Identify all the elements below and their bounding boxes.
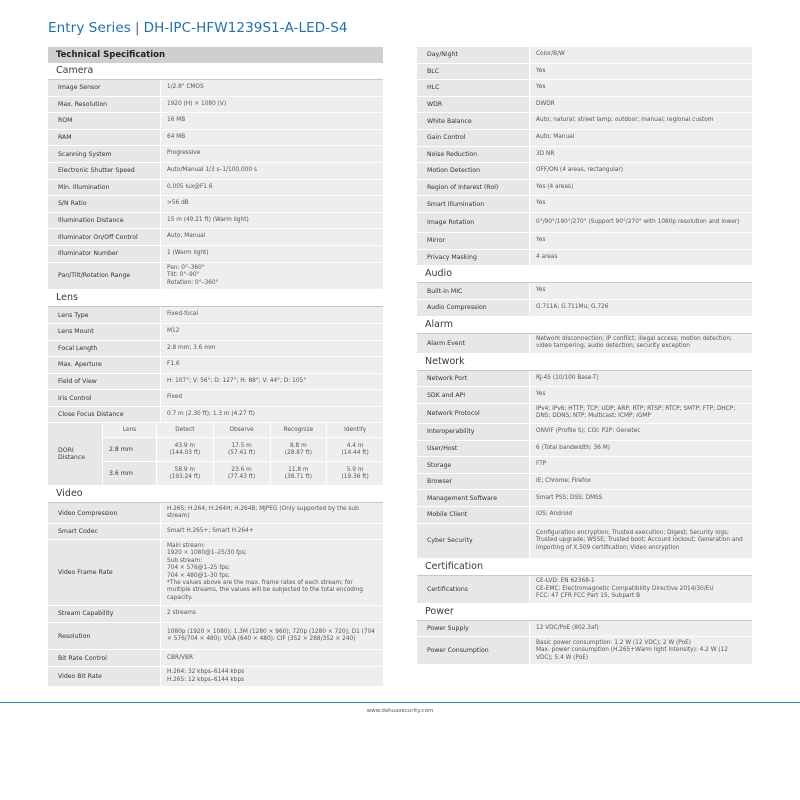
model-title: DH-IPC-HFW1239S1-A-LED-S4 bbox=[143, 20, 348, 36]
spec-row bbox=[417, 474, 752, 491]
spec-value: Smart PSS; DSS; DMSS bbox=[530, 490, 752, 506]
spec-value: 0°/90°/180°/270° (Support 90°/270° with 1080p resolution and lower) bbox=[530, 213, 752, 232]
dori-value: 17.5 m (57.41 ft) bbox=[214, 438, 270, 461]
spec-value: Configuration encryption; Trusted execution; Digest; Security logs; Trusted upgrade; WSSE; Trusted boot; Account lockout; Generation and importing of X.509 certification; Video encryption bbox=[530, 524, 752, 558]
spec-row bbox=[417, 283, 752, 300]
spec-label: Motion Detection bbox=[417, 163, 529, 179]
spec-value: Yes bbox=[530, 283, 752, 299]
spec-label: Cyber Security bbox=[417, 524, 529, 558]
spec-label: Interoperability bbox=[417, 424, 529, 440]
spec-label: Max. Resolution bbox=[48, 97, 160, 113]
spec-row bbox=[48, 650, 383, 667]
spec-label: Bit Rate Control bbox=[48, 650, 160, 666]
dori-lens: 3.6 mm bbox=[103, 462, 156, 485]
spec-label: BLC bbox=[417, 64, 529, 80]
dori-value: 23.6 m (77.43 ft) bbox=[214, 462, 270, 485]
spec-label: Field of View bbox=[48, 374, 160, 390]
spec-value: 2.8 mm; 3.6 mm bbox=[161, 341, 383, 357]
spec-row bbox=[48, 540, 383, 606]
spec-title-bar: Technical Specification bbox=[48, 47, 383, 63]
spec-label: HLC bbox=[417, 80, 529, 96]
spec-label: S/N Ratio bbox=[48, 196, 160, 212]
spec-row bbox=[417, 334, 752, 354]
spec-label: Pan/Tilt/Rotation Range bbox=[48, 263, 160, 290]
spec-value: H: 107°; V: 56°; D: 127°; H: 88°; V: 44°; D: 105° bbox=[161, 374, 383, 390]
dori-value: 11.8 m (38.71 ft) bbox=[271, 462, 327, 485]
spec-row bbox=[48, 374, 383, 391]
spec-label: Mobile Client bbox=[417, 507, 529, 523]
spec-label: Image Sensor bbox=[48, 80, 160, 96]
spec-label: Lens Type bbox=[48, 307, 160, 323]
footer-rule bbox=[0, 702, 800, 703]
spec-value: Fixed bbox=[161, 390, 383, 406]
spec-row bbox=[417, 457, 752, 474]
spec-row bbox=[417, 637, 752, 665]
spec-value: 1080p (1920 × 1080); 1.3M (1280 × 960); 720p (1280 × 720); D1 (704 × 576/704 × 480); VGA (640 × 480); CIF (352 × 288/352 × 240) bbox=[161, 623, 383, 650]
spec-value: 0.7 m (2.30 ft); 1.3 m (4.27 ft) bbox=[161, 407, 383, 423]
spec-label: Gain Control bbox=[417, 130, 529, 146]
spec-row bbox=[48, 390, 383, 407]
dori-value: 58.9 m (193.24 ft) bbox=[157, 462, 213, 485]
spec-label: Storage bbox=[417, 457, 529, 473]
spec-value: Auto; Manual bbox=[530, 130, 752, 146]
spec-row bbox=[48, 163, 383, 180]
dori-header: Observe bbox=[214, 423, 270, 437]
spec-label: Audio Compression bbox=[417, 300, 529, 316]
section-heading: Network bbox=[417, 354, 752, 371]
spec-value: >56 dB bbox=[161, 196, 383, 212]
spec-label: Video Compression bbox=[48, 503, 160, 522]
spec-value: iOS; Android bbox=[530, 507, 752, 523]
section-heading: Certification bbox=[417, 559, 752, 576]
spec-label: SDK and API bbox=[417, 387, 529, 403]
spec-value: 15 m (49.21 ft) (Warm light) bbox=[161, 213, 383, 229]
spec-value: IPv4; IPv6; HTTP; TCP; UDP; ARP; RTP; RTSP; RTCP; SMTP; FTP; DHCP; DNS; DDNS; NTP; Multicast; ICMP; IGMP bbox=[530, 404, 752, 423]
spec-label: Min. Illumination bbox=[48, 180, 160, 196]
spec-row bbox=[48, 307, 383, 324]
dori-value: 8.8 m (28.87 ft) bbox=[271, 438, 327, 461]
spec-row bbox=[48, 623, 383, 651]
spec-row bbox=[48, 180, 383, 197]
spec-value: IE; Chrome; Firefox bbox=[530, 474, 752, 490]
section-heading: Alarm bbox=[417, 317, 752, 334]
spec-label: Day/Night bbox=[417, 47, 529, 63]
spec-value: Smart H.265+; Smart H.264+ bbox=[161, 524, 383, 540]
spec-value: Progressive bbox=[161, 146, 383, 162]
spec-label: Privacy Masking bbox=[417, 250, 529, 266]
spec-label: Lens Mount bbox=[48, 324, 160, 340]
spec-label: Illumination Distance bbox=[48, 213, 160, 229]
spec-value: RJ-45 (10/100 Base-T) bbox=[530, 371, 752, 387]
spec-label: Focal Length bbox=[48, 341, 160, 357]
footer-url: www.dahuasecurity.com bbox=[366, 708, 434, 714]
header-separator: | bbox=[134, 20, 140, 36]
spec-value: G.711A; G.711Mu; G.726 bbox=[530, 300, 752, 316]
spec-row bbox=[417, 576, 752, 604]
spec-value: H.265; H.264; H.264H; H.264B; MJPEG (Only supported by the sub stream) bbox=[161, 503, 383, 522]
spec-value: Basic power consumption: 1.2 W (12 VDC); 2 W (PoE) Max. power consumption (H.265+Warm light intensity): 4.2 W (12 VDC); 5.4 W (PoE) bbox=[530, 637, 752, 664]
spec-label: White Balance bbox=[417, 113, 529, 129]
spec-value: Network disconnection; IP conflict; illegal access; motion detection; video tampering; audio detection; security exception bbox=[530, 334, 752, 353]
right-spec-column bbox=[417, 47, 752, 665]
spec-row bbox=[48, 213, 383, 230]
section-heading: Audio bbox=[417, 266, 752, 283]
spec-value: 2 streams bbox=[161, 606, 383, 622]
dori-value: 43.9 m (144.03 ft) bbox=[157, 438, 213, 461]
spec-value: OFF/ON (4 areas, rectangular) bbox=[530, 163, 752, 179]
dori-value: 4.4 m (14.44 ft) bbox=[327, 438, 383, 461]
spec-row bbox=[417, 147, 752, 164]
series-title: Entry Series bbox=[48, 20, 131, 36]
spec-row bbox=[417, 233, 752, 250]
spec-label: Certifications bbox=[417, 576, 529, 603]
spec-row bbox=[48, 130, 383, 147]
spec-value: 0.005 lux@F1.6 bbox=[161, 180, 383, 196]
spec-row bbox=[417, 64, 752, 81]
spec-row bbox=[48, 97, 383, 114]
spec-value: Fixed-focal bbox=[161, 307, 383, 323]
spec-value: FTP bbox=[530, 457, 752, 473]
section-heading: Camera bbox=[48, 63, 383, 80]
spec-label: Browser bbox=[417, 474, 529, 490]
dori-lens: 2.8 mm bbox=[103, 438, 156, 461]
spec-row bbox=[417, 490, 752, 507]
spec-value: Yes bbox=[530, 387, 752, 403]
spec-value: 3D NR bbox=[530, 147, 752, 163]
spec-row bbox=[417, 180, 752, 197]
spec-row bbox=[417, 524, 752, 559]
spec-label: Resolution bbox=[48, 623, 160, 650]
spec-label: ROM bbox=[48, 113, 160, 129]
spec-label: RAM bbox=[48, 130, 160, 146]
spec-row bbox=[417, 196, 752, 213]
section-heading: Video bbox=[48, 486, 383, 503]
spec-row bbox=[417, 213, 752, 233]
spec-row bbox=[417, 387, 752, 404]
spec-label: Alarm Event bbox=[417, 334, 529, 353]
spec-value: Yes bbox=[530, 233, 752, 249]
spec-value: 1 (Warm light) bbox=[161, 246, 383, 262]
spec-value: 6 (Total bandwidth: 36 M) bbox=[530, 441, 752, 457]
spec-value: Yes bbox=[530, 64, 752, 80]
dori-table bbox=[48, 423, 383, 486]
left-spec-column bbox=[48, 47, 383, 687]
spec-row bbox=[48, 606, 383, 623]
spec-label: Illuminator Number bbox=[48, 246, 160, 262]
spec-row bbox=[48, 196, 383, 213]
spec-label: Mirror bbox=[417, 233, 529, 249]
spec-label: Illuminator On/Off Control bbox=[48, 229, 160, 245]
spec-row bbox=[48, 407, 383, 424]
spec-value: Color/B/W bbox=[530, 47, 752, 63]
spec-label: Iris Control bbox=[48, 390, 160, 406]
spec-value: F1.6 bbox=[161, 357, 383, 373]
spec-value: Auto; natural; street lamp; outdoor; manual; regional custom bbox=[530, 113, 752, 129]
document-header bbox=[48, 20, 348, 36]
spec-label: Power Consumption bbox=[417, 637, 529, 664]
spec-label: Video Frame Rate bbox=[48, 540, 160, 605]
spec-label: Electronic Shutter Speed bbox=[48, 163, 160, 179]
spec-value: M12 bbox=[161, 324, 383, 340]
spec-value: 16 MB bbox=[161, 113, 383, 129]
spec-label: Noise Reduction bbox=[417, 147, 529, 163]
spec-row bbox=[417, 97, 752, 114]
spec-row bbox=[417, 163, 752, 180]
dori-value: 5.9 m (19.36 ft) bbox=[327, 462, 383, 485]
spec-label: Stream Capability bbox=[48, 606, 160, 622]
spec-row bbox=[417, 47, 752, 64]
spec-label: Network Protocol bbox=[417, 404, 529, 423]
spec-label: Close Focus Distance bbox=[48, 407, 160, 423]
spec-row bbox=[48, 524, 383, 541]
spec-row bbox=[417, 404, 752, 424]
spec-row bbox=[48, 146, 383, 163]
spec-row bbox=[48, 263, 383, 291]
spec-value: Yes (4 areas) bbox=[530, 180, 752, 196]
dori-header: Detect bbox=[157, 423, 213, 437]
spec-value: Auto/Manual 1/3 s–1/100,000 s bbox=[161, 163, 383, 179]
spec-row bbox=[48, 341, 383, 358]
spec-value: ONVIF (Profile S); CGI; P2P; Genetec bbox=[530, 424, 752, 440]
spec-row bbox=[417, 507, 752, 524]
spec-value: H.264: 32 kbps–6144 kbps H.265: 12 kbps–6144 kbps bbox=[161, 667, 383, 686]
spec-row bbox=[417, 441, 752, 458]
spec-value: 4 areas bbox=[530, 250, 752, 266]
spec-row bbox=[417, 113, 752, 130]
spec-value: Yes bbox=[530, 196, 752, 212]
spec-label: Region of Interest (RoI) bbox=[417, 180, 529, 196]
spec-row bbox=[417, 300, 752, 317]
section-heading: Lens bbox=[48, 290, 383, 307]
spec-row bbox=[48, 80, 383, 97]
spec-row bbox=[48, 667, 383, 687]
spec-row bbox=[417, 130, 752, 147]
dori-header: Recognize bbox=[271, 423, 327, 437]
spec-row bbox=[417, 80, 752, 97]
spec-row bbox=[48, 246, 383, 263]
section-heading: Power bbox=[417, 604, 752, 621]
spec-row bbox=[48, 357, 383, 374]
spec-label: Built-in MIC bbox=[417, 283, 529, 299]
spec-value: 1920 (H) × 1080 (V) bbox=[161, 97, 383, 113]
spec-label: User/Host bbox=[417, 441, 529, 457]
spec-row bbox=[417, 621, 752, 638]
spec-value: 12 VDC/PoE (802.3af) bbox=[530, 621, 752, 637]
spec-value: DWDR bbox=[530, 97, 752, 113]
spec-row bbox=[48, 113, 383, 130]
dori-label: DORI Distance bbox=[48, 423, 102, 485]
spec-label: Smart Illumination bbox=[417, 196, 529, 212]
dori-header: Identify bbox=[327, 423, 383, 437]
spec-label: Max. Aperture bbox=[48, 357, 160, 373]
spec-label: Power Supply bbox=[417, 621, 529, 637]
spec-value: CE-LVD: EN 62368-1 CE-EMC: Electromagnetic Compatibility Directive 2014/30/EU FCC: 47 CFR FCC Part 15, Subpart B bbox=[530, 576, 752, 603]
spec-label: WDR bbox=[417, 97, 529, 113]
spec-row bbox=[48, 229, 383, 246]
spec-row bbox=[48, 324, 383, 341]
spec-value: Yes bbox=[530, 80, 752, 96]
spec-value: CBR/VBR bbox=[161, 650, 383, 666]
spec-label: Smart Codec bbox=[48, 524, 160, 540]
spec-label: Image Rotation bbox=[417, 213, 529, 232]
spec-row bbox=[417, 424, 752, 441]
spec-label: Network Port bbox=[417, 371, 529, 387]
spec-label: Management Software bbox=[417, 490, 529, 506]
spec-label: Video Bit Rate bbox=[48, 667, 160, 686]
spec-value: Auto; Manual bbox=[161, 229, 383, 245]
dori-header: Lens bbox=[103, 423, 156, 437]
spec-value: 1/2.8" CMOS bbox=[161, 80, 383, 96]
spec-row bbox=[48, 503, 383, 523]
spec-label: Scanning System bbox=[48, 146, 160, 162]
spec-value: 64 MB bbox=[161, 130, 383, 146]
spec-row bbox=[417, 250, 752, 267]
spec-value: Pan: 0°–360° Tilt: 0°–90° Rotation: 0°–360° bbox=[161, 263, 383, 290]
spec-value: Main stream: 1920 × 1080@1–25/30 fps; Sub stream: 704 × 576@1–25 fps; 704 × 480@1–30 fps; *The values above are the max. frame rates of each stream; for multiple streams, the values will be subjected to the total encoding capacity. bbox=[161, 540, 383, 605]
spec-row bbox=[417, 371, 752, 388]
